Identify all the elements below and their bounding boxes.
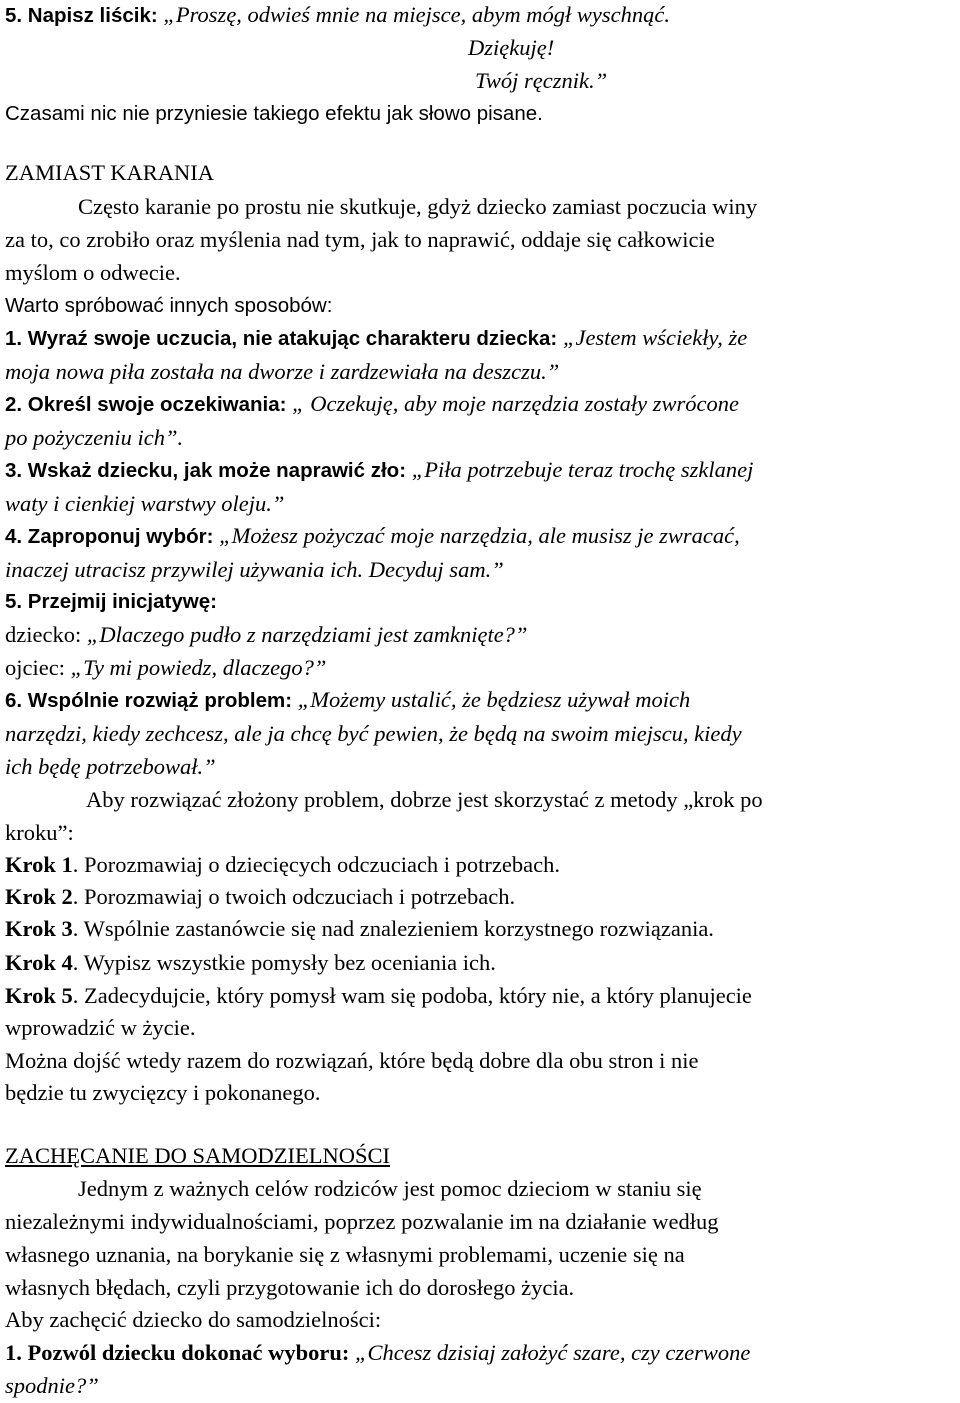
step-label: Krok 4 <box>5 950 73 975</box>
child-quote: „Dlaczego pudło z narzędziami jest zamknięte?” <box>86 622 528 647</box>
speaker-child: dziecko: <box>5 622 87 647</box>
paragraph-line: własnych błędach, czyli przygotowanie ich do dorosłego życia. <box>5 1275 575 1300</box>
method-5-label: 5. Przejmij inicjatywę: <box>5 590 217 613</box>
paragraph-line: za to, co zrobiło oraz myślenia nad tym, jak to naprawić, oddaje się całkowicie <box>5 227 715 252</box>
independence-item-1-label: 1. Pozwól dziecku dokonać wyboru: <box>5 1340 356 1365</box>
step-text: . Porozmawiaj o dziecięcych odczuciach i potrzebach. <box>72 852 560 877</box>
note-item-label: 5. Napisz liścik: <box>5 4 164 27</box>
step-3 <box>5 916 714 942</box>
method-3-example: „Piła potrzebuje teraz trochę szklanej <box>411 457 754 482</box>
paragraph-line: własnego uznania, na borykanie się z własnymi problemami, uczenie się na <box>5 1242 685 1267</box>
step-method-intro-cont: kroku”: <box>5 820 74 845</box>
method-2-label: 2. Określ swoje oczekiwania: <box>5 393 293 416</box>
method-1-line-1 <box>5 325 747 352</box>
step-label: Krok 1 <box>5 852 73 877</box>
method-2-example-cont: po pożyczeniu ich”. <box>5 425 184 450</box>
step-5-cont: wprowadzić w życie. <box>5 1015 196 1040</box>
method-3-example-cont: waty i cienkiej warstwy oleju.” <box>5 491 285 516</box>
methods-intro: Warto spróbować innych sposobów: <box>5 294 333 317</box>
note-remark: Czasami nic nie przyniesie takiego efektu jak słowo pisane. <box>5 102 543 125</box>
section-heading-zachecanie: ZACHĘCANIE DO SAMODZIELNOŚCI <box>5 1143 390 1168</box>
step-text: . Wspólnie zastanówcie się nad znalezieniem korzystnego rozwiązania. <box>72 916 714 941</box>
method-2-example: „ Oczekuję, aby moje narzędzia zostały zwrócone <box>292 391 739 416</box>
method-4-label: 4. Zaproponuj wybór: <box>5 525 220 548</box>
step-text: . Wypisz wszystkie pomysły bez oceniania ich. <box>72 950 496 975</box>
method-6-example-cont: ich będę potrzebował.” <box>5 754 216 779</box>
method-4-line-1 <box>5 523 740 550</box>
note-quote-1: „Proszę, odwieś mnie na miejsce, abym mógł wyschnąć. <box>163 2 670 27</box>
method-5-dialog-child <box>5 622 527 648</box>
speaker-father: ojciec: <box>5 655 71 680</box>
step-label: Krok 3 <box>5 916 73 941</box>
independence-item-1-cont: spodnie?” <box>5 1373 99 1398</box>
section-heading-zamiast: ZAMIAST KARANIA <box>5 160 214 185</box>
step-5 <box>5 983 752 1009</box>
method-5-dialog-father <box>5 655 326 681</box>
step-method-intro: Aby rozwiązać złożony problem, dobrze jest skorzystać z metody „krok po <box>86 787 763 812</box>
method-6-line-1 <box>5 687 690 714</box>
step-4 <box>5 950 496 976</box>
independence-item-1 <box>5 1340 750 1366</box>
note-quote-3: Twój ręcznik.” <box>475 68 608 93</box>
paragraph-line: myślom o odwecie. <box>5 260 181 285</box>
method-6-example-cont: narzędzi, kiedy zechcesz, ale ja chcę być pewien, że będą na swoim miejscu, kiedy <box>5 721 742 746</box>
step-text: . Porozmawiaj o twoich odczuciach i potrzebach. <box>72 884 516 909</box>
step-label: Krok 2 <box>5 884 73 909</box>
method-2-line-1 <box>5 391 739 418</box>
method-6-example: „Możemy ustalić, że będziesz używał moich <box>297 687 691 712</box>
method-4-example-cont: inaczej utracisz przywilej używania ich. Decyduj sam.” <box>5 557 504 582</box>
father-quote: „Ty mi powiedz, dlaczego?” <box>70 655 327 680</box>
method-1-example-cont: moja nowa piła została na dworze i zardzewiała na deszczu.” <box>5 359 560 384</box>
note-line-1 <box>5 2 670 29</box>
paragraph-line: Jednym z ważnych celów rodziców jest pomoc dzieciom w staniu się <box>78 1176 702 1201</box>
conclusion-line: będzie tu zwycięzcy i pokonanego. <box>5 1080 321 1105</box>
note-quote-2: Dziękuję! <box>468 35 555 60</box>
step-1 <box>5 852 560 878</box>
independence-item-1-example: „Chcesz dzisiaj założyć szare, czy czerwone <box>355 1340 751 1365</box>
method-3-line-1 <box>5 457 753 484</box>
paragraph-line: Często karanie po prostu nie skutkuje, gdyż dziecko zamiast poczucia winy <box>78 194 758 219</box>
method-1-label: 1. Wyraź swoje uczucia, nie atakując charakteru dziecka: <box>5 327 563 350</box>
paragraph-line: niezależnymi indywidualnościami, poprzez pozwalanie im na działanie według <box>5 1209 719 1234</box>
method-3-label: 3. Wskaż dziecku, jak może naprawić zło: <box>5 459 412 482</box>
method-4-example: „Możesz pożyczać moje narzędzia, ale musisz je zwracać, <box>219 523 740 548</box>
conclusion-line: Można dojść wtedy razem do rozwiązań, które będą dobre dla obu stron i nie <box>5 1048 699 1073</box>
step-label: Krok 5 <box>5 983 73 1008</box>
step-text: . Zadecydujcie, który pomysł wam się podoba, który nie, a który planujecie <box>72 983 752 1008</box>
independence-intro: Aby zachęcić dziecko do samodzielności: <box>5 1307 382 1332</box>
method-6-label: 6. Wspólnie rozwiąż problem: <box>5 689 298 712</box>
step-2 <box>5 884 515 910</box>
method-1-example: „Jestem wściekły, że <box>562 325 748 350</box>
